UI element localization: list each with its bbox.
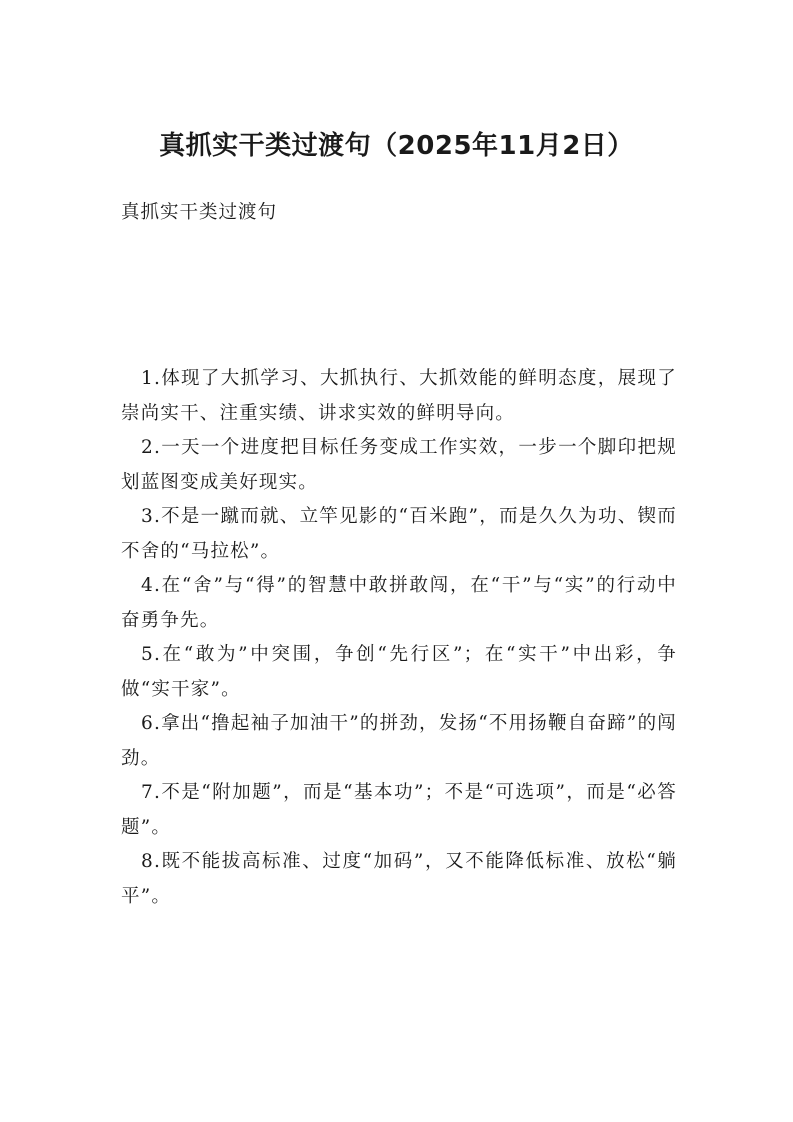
document-title: 真抓实干类过渡句（2025年11月2日） [159,131,634,161]
list-item: 5.在“敢为”中突围，争创“先行区”；在“实干”中出彩，争做“实干家”。 [121,644,677,700]
list-item: 1.体现了大抓学习、大抓执行、大抓效能的鲜明态度，展现了崇尚实干、注重实绩、讲求实效的鲜明导向。 [121,368,677,424]
list-item: 8.既不能拔高标准、过度“加码”，又不能降低标准、放松“躺平”。 [121,851,677,907]
list-item: 2.一天一个进度把目标任务变成工作实效，一步一个脚印把规划蓝图变成美好现实。 [121,437,677,493]
list-item: 3.不是一蹴而就、立竿见影的“百米跑”，而是久久为功、锲而不舍的“马拉松”。 [121,506,677,562]
list-item: 6.拿出“撸起袖子加油干”的拼劲，发扬“不用扬鞭自奋蹄”的闯劲。 [121,713,677,769]
document-subtitle: 真抓实干类过渡句 [121,202,278,223]
transition-sentence-list [121,362,677,914]
list-item: 7.不是“附加题”，而是“基本功”；不是“可选项”，而是“必答题”。 [121,782,677,838]
list-item: 4.在“舍”与“得”的智慧中敢拼敢闯，在“干”与“实”的行动中奋勇争先。 [121,575,677,631]
